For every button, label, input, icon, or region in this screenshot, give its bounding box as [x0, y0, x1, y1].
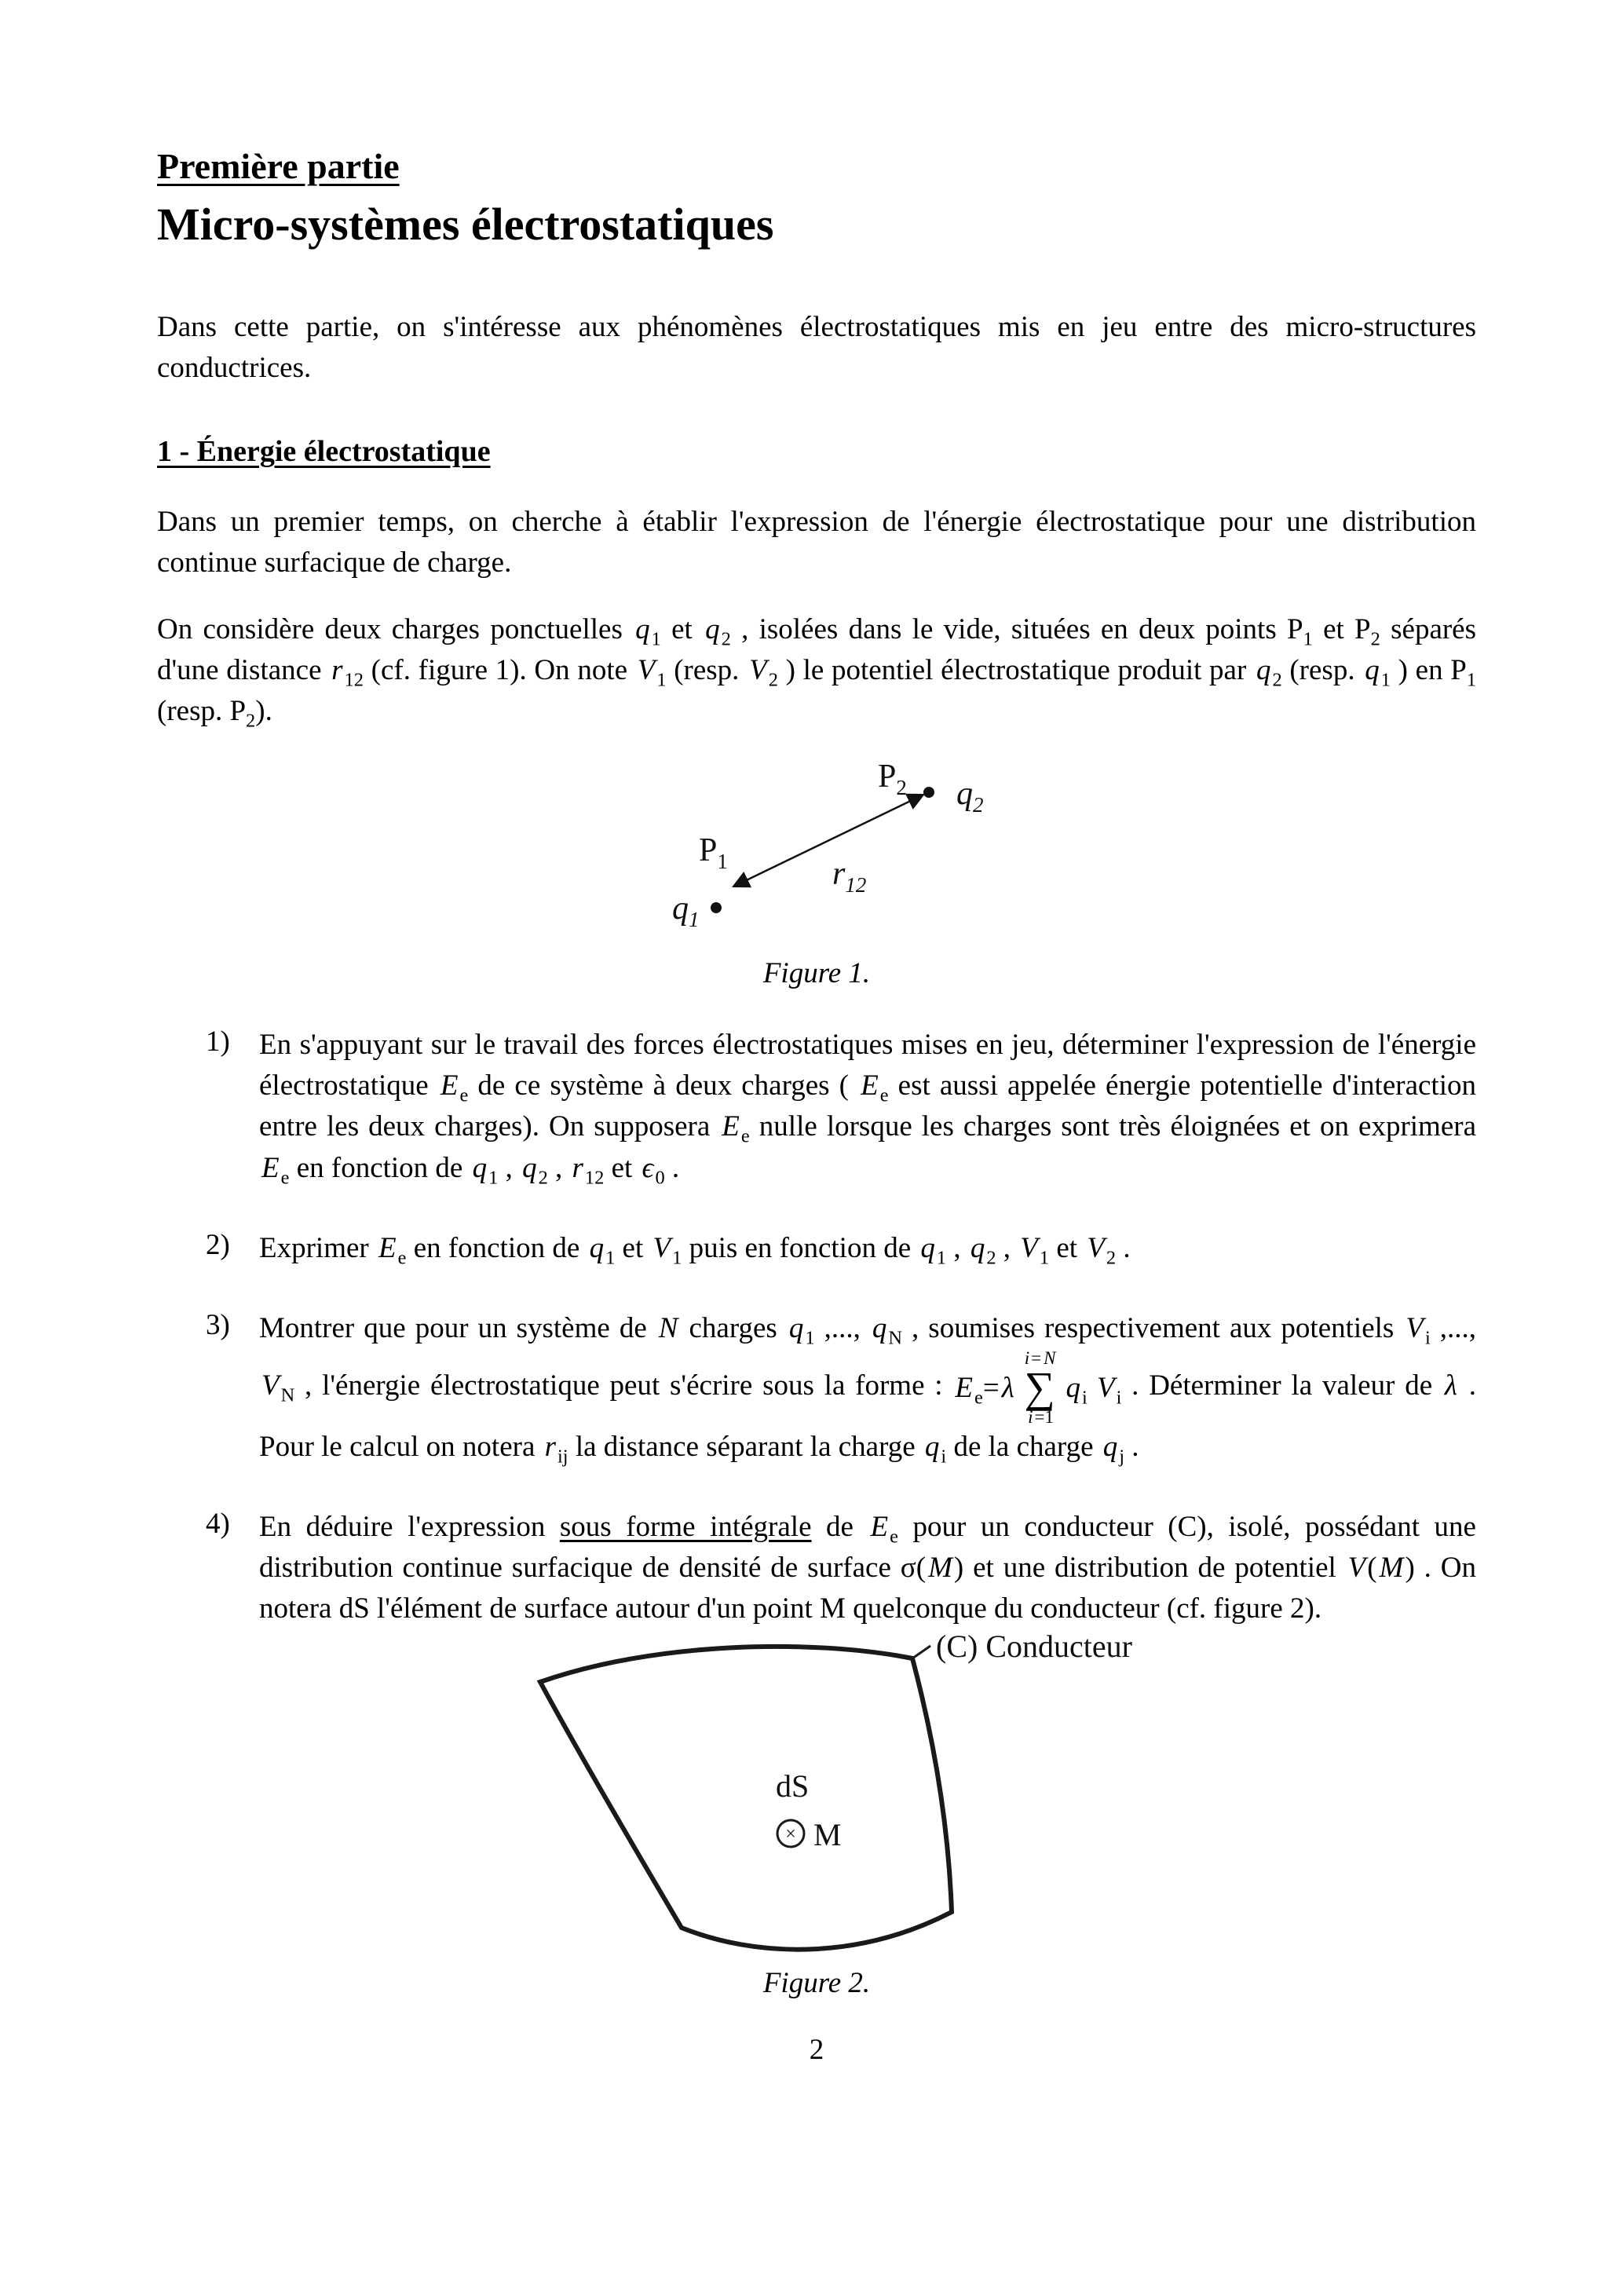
paragraph-2: On considère deux charges ponctuelles $q_1$ et $q_2$ , isolées dans le vide, situées en deux points $P_1$ et $P_2$ séparés d'une distance $r_{12}$ (cf. figure 1). On note $V_1$ (resp. $V_2$ ) le potentiel électrostatique produit par $q_2$ (resp. $q_1$ ) en $P_1$ (resp. $P_2$). — [157, 612, 1477, 732]
sum-upper-limit: i= N — [1024, 1348, 1056, 1369]
item-text-after: . Déterminer la valeur de λ . Pour le calcul on notera $r_{ij}$ la distance séparant la charge $q_i$ de la charge $q_j$ . — [259, 1369, 1476, 1468]
label-p1: $P_1$ — [699, 832, 728, 874]
item-text — [259, 1308, 1476, 1468]
list-item-4 — [157, 1507, 1476, 1629]
m-point-label: M — [813, 1816, 842, 1852]
figure-1-diagram — [667, 749, 1076, 955]
conductor-label: (C) Conducteur — [936, 1632, 1132, 1664]
intro-paragraph: Dans cette partie, on s'intéresse aux phénomènes électrostatiques mis en jeu entre des micro-structures conductrices. — [157, 311, 1476, 385]
energy-sum-formula — [952, 1349, 1121, 1427]
list-item-1 — [157, 1025, 1476, 1189]
figure-2 — [503, 1633, 1193, 1965]
item-number: 2) — [206, 1228, 230, 1261]
list-item-2 — [157, 1228, 1476, 1269]
figure-1 — [667, 749, 1076, 955]
label-p2: $P_2$ — [878, 759, 907, 800]
formula-lhs: $E_e=\lambda$ — [955, 1371, 1014, 1409]
point-q1-dot — [711, 902, 722, 913]
sum-lower-limit: i=1 — [1028, 1406, 1055, 1427]
label-q1: $q_1$ — [672, 890, 700, 932]
r12-vector-arrow — [733, 795, 923, 887]
main-title: Micro-systèmes électrostatiques — [157, 199, 774, 250]
label-r12: $r_{12}$ — [832, 856, 867, 898]
sigma-symbol: ∑ — [1024, 1363, 1055, 1412]
label-q2: $q_2$ — [956, 776, 984, 817]
ds-label: dS — [776, 1768, 810, 1804]
formula-rhs: $q_i$ $V_i$ — [1066, 1371, 1122, 1409]
paragraph-1: Dans un premier temps, on cherche à établir l'expression de l'énergie électrostatique pour une distribution continue surfacique de charge. — [157, 506, 1476, 579]
conductor-label-leader-line — [912, 1646, 930, 1658]
page-number: 2 — [809, 2033, 824, 2066]
item-text: En déduire l'expression sous forme intégrale de $E_e$ pour un conducteur (C), isolé, possédant une distribution continue surfacique de densité de surface σ(M) et une distribution de potentiel V(M) . On notera dS l'élément de surface autour d'un point M quelconque du conducteur (cf. figure 2). — [259, 1511, 1477, 1625]
list-item-3 — [157, 1308, 1476, 1468]
item-number: 1) — [206, 1026, 230, 1058]
item-number: 3) — [206, 1308, 230, 1341]
cross-symbol: × — [785, 1823, 796, 1844]
sum-block — [1022, 1349, 1058, 1427]
conductor-surface-patch — [540, 1646, 952, 1949]
part-title: Première partie — [157, 146, 400, 186]
item-text: Exprimer $E_e$ en fonction de $q_1$ et $V_1$ puis en fonction de $q_1$ , $q_2$ , $V_1$ et $V_2$ . — [259, 1231, 1131, 1269]
figure-2-diagram — [503, 1633, 1193, 1965]
figure-2-caption: Figure 2. — [762, 1966, 871, 1999]
question-list — [157, 1025, 1476, 1629]
figure-1-caption: Figure 1. — [762, 957, 871, 990]
item-number: 4) — [206, 1508, 230, 1541]
section-heading: 1 - Énergie électrostatique — [157, 435, 491, 469]
item-text: En s'appuyant sur le travail des forces électrostatiques mises en jeu, déterminer l'expression de l'énergie électrostatique $E_e$ de ce système à deux charges ( $E_e$ est aussi appelée énergie potentielle d'interaction entre les deux charges). On supposera $E_e$ nulle lorsque les charges sont très éloignées et on exprimera $E_e$ en fonction de $q_1$ , $q_2$ , $r_{12}$ et $\epsilon_0$ . — [259, 1029, 1476, 1188]
point-p2-dot — [923, 787, 934, 798]
item-text-before: Montrer que pour un système de N charges $q_1$ ,..., $q_N$ , soumises respectivement aux potentiels $V_i$ ,..., $V_N$ , l'énergie électrostatique peut s'écrire sous la forme : — [259, 1311, 1476, 1406]
